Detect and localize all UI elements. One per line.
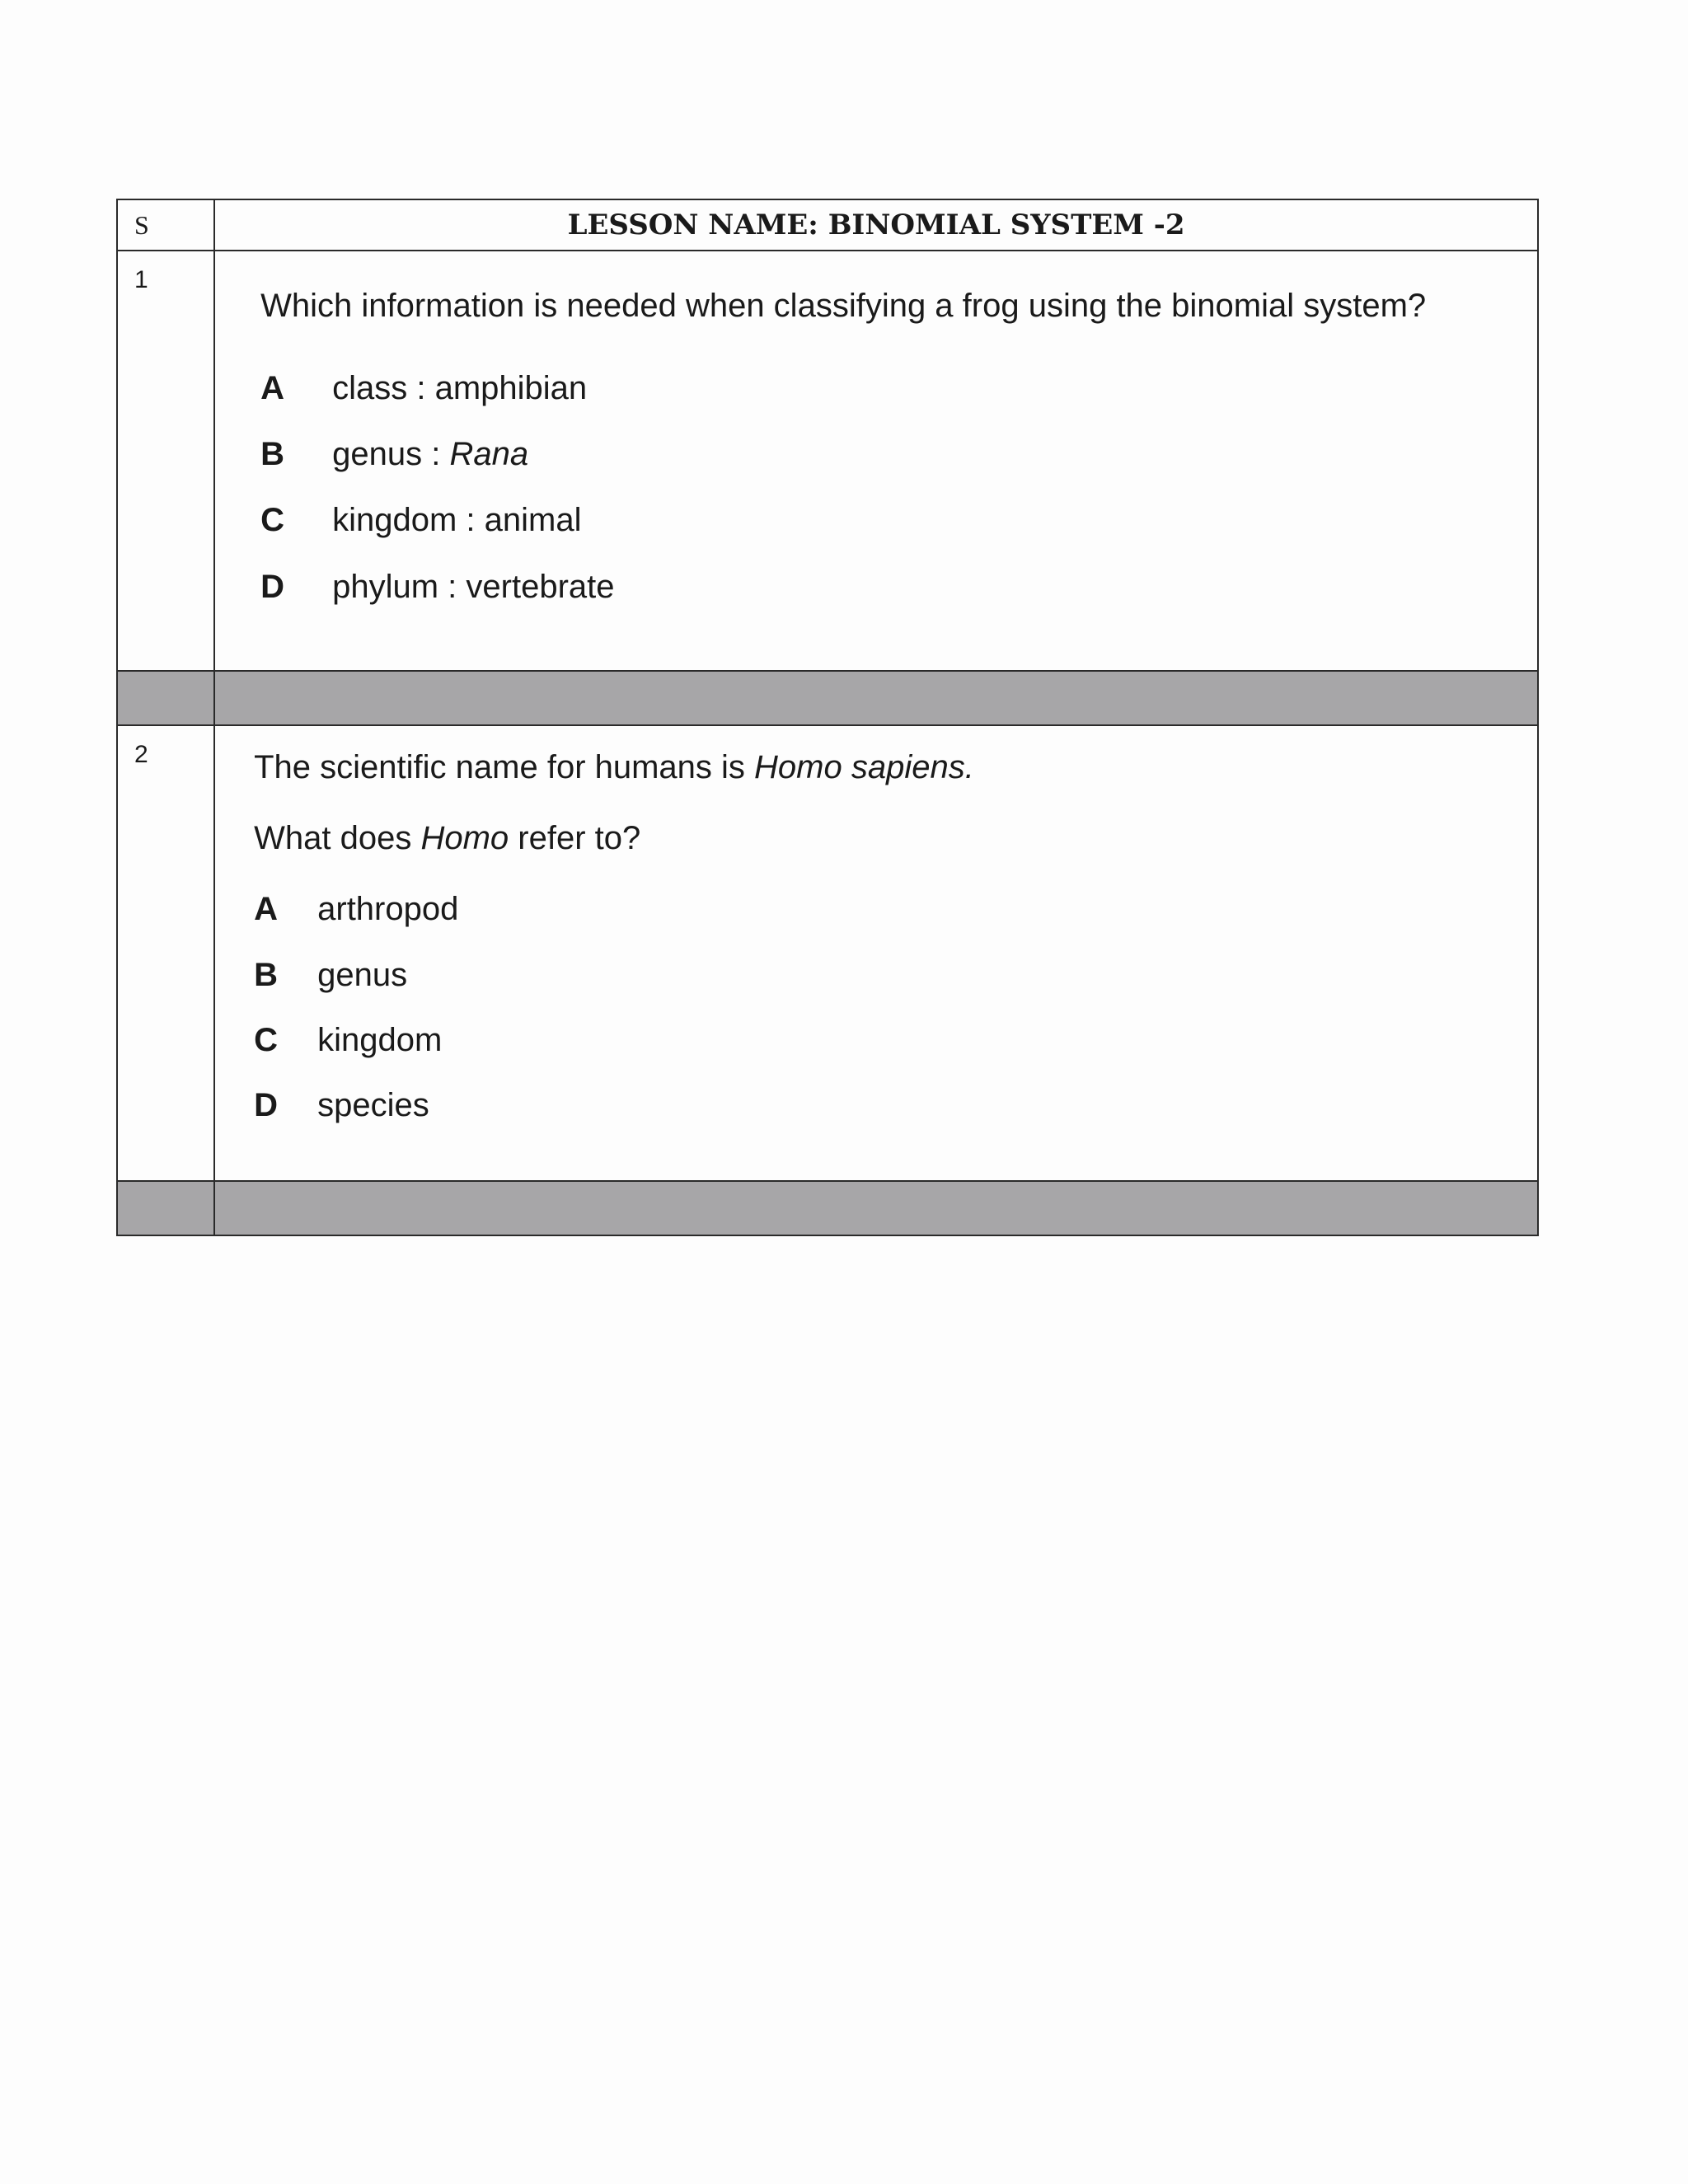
question-number-2: 2	[117, 725, 214, 1181]
question-stem-2-line-2	[254, 820, 640, 857]
stem-text: The scientific name for humans is	[254, 749, 755, 785]
stem-text: refer to?	[509, 820, 641, 856]
option-letter: D	[254, 1087, 279, 1123]
question-cell-2	[214, 725, 1538, 1181]
option-letter: B	[260, 436, 285, 472]
option-text: genus	[317, 957, 408, 993]
option-text: class : amphibian	[332, 370, 588, 406]
question-number-1: 1	[117, 251, 214, 671]
separator-cell	[214, 671, 1538, 725]
scientific-name: Homo sapiens.	[754, 749, 974, 785]
option-text: phylum : vertebrate	[332, 569, 615, 605]
question-row-1	[117, 251, 1538, 671]
option-1-b	[260, 436, 528, 473]
option-letter: A	[254, 891, 279, 927]
separator-cell	[214, 1181, 1538, 1235]
option-1-a	[260, 370, 587, 407]
table-header-row	[117, 199, 1538, 251]
question-row-2	[117, 725, 1538, 1181]
option-2-b	[254, 957, 407, 994]
option-letter: B	[254, 957, 279, 993]
serial-column-header: S	[117, 199, 214, 251]
option-text: kingdom : animal	[332, 502, 582, 538]
option-1-d	[260, 569, 614, 606]
lesson-table	[116, 199, 1539, 1236]
option-letter: D	[260, 569, 285, 605]
genus-name: Homo	[420, 820, 509, 856]
option-text: kingdom	[317, 1022, 443, 1058]
question-stem-1: Which information is needed when classifying a frog using the binomial system?	[260, 288, 1427, 324]
option-1-c	[260, 502, 581, 539]
stem-text: What does	[254, 820, 421, 856]
option-letter: A	[260, 370, 285, 406]
option-2-a	[254, 891, 458, 928]
separator-row-2	[117, 1181, 1538, 1235]
option-2-d	[254, 1087, 429, 1124]
option-text-italic: Rana	[449, 436, 529, 472]
separator-row-1	[117, 671, 1538, 725]
option-text: genus :	[332, 436, 450, 472]
question-cell-1	[214, 251, 1538, 671]
separator-cell	[117, 671, 214, 725]
question-stem-2-line-1	[254, 749, 974, 786]
option-text: species	[317, 1087, 429, 1123]
option-letter: C	[254, 1022, 279, 1058]
option-2-c	[254, 1022, 442, 1059]
lesson-title: LESSON NAME: BINOMIAL SYSTEM -2	[214, 199, 1538, 251]
option-letter: C	[260, 502, 285, 538]
separator-cell	[117, 1181, 214, 1235]
option-text: arthropod	[317, 891, 459, 927]
